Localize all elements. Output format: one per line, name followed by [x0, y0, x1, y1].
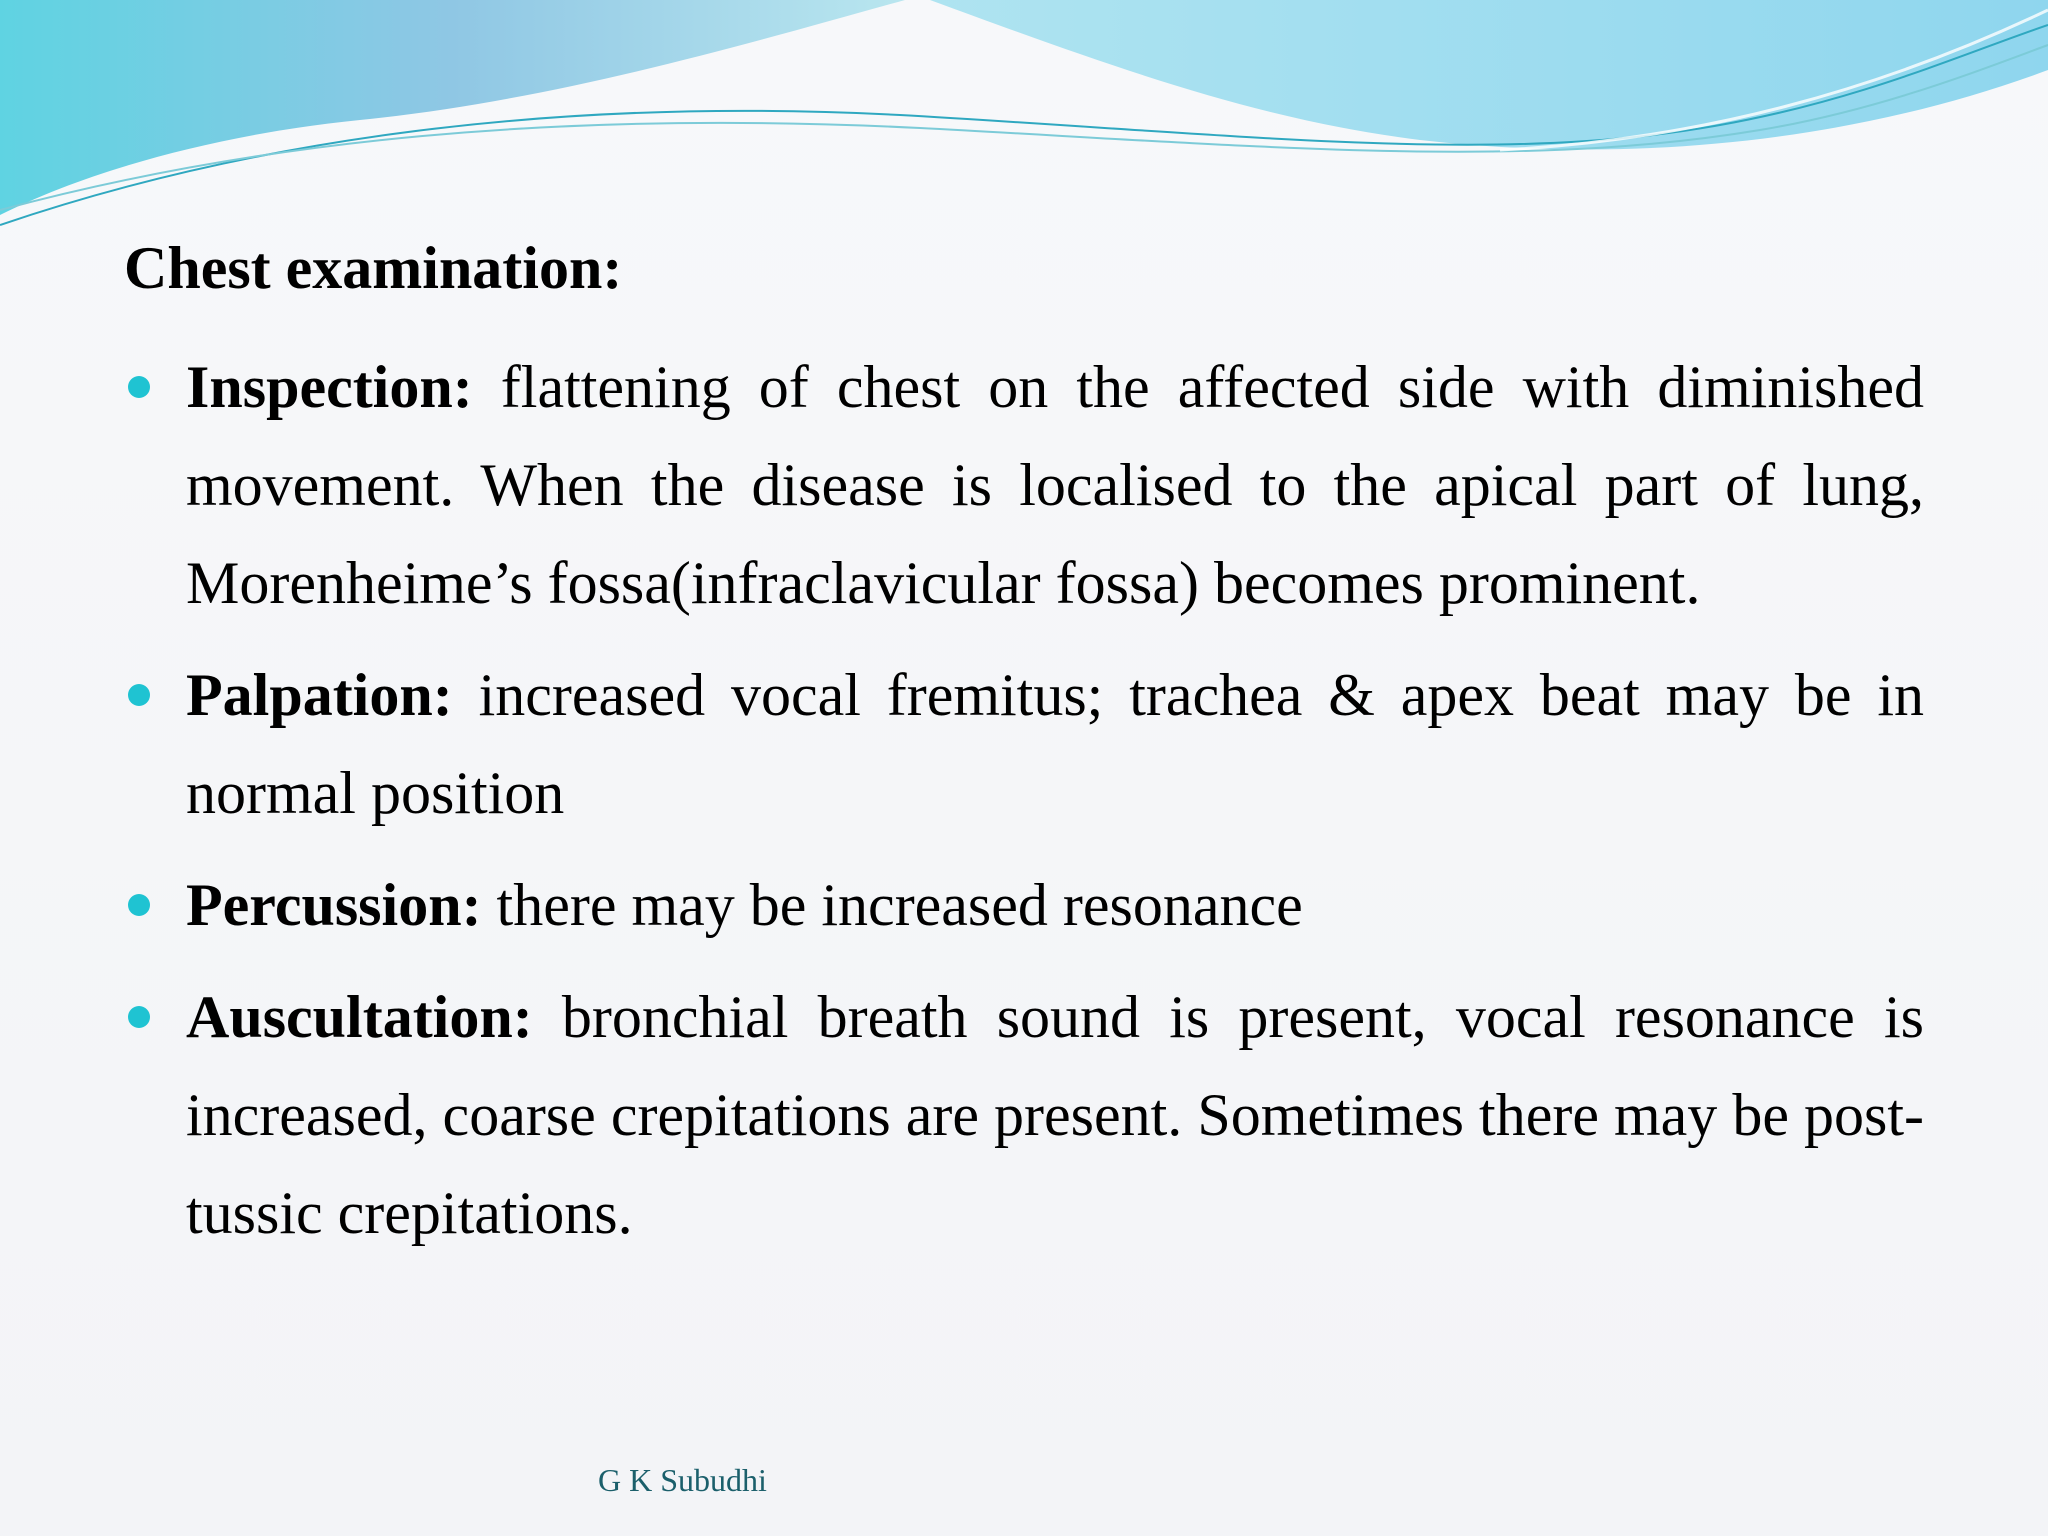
bullet-text: bronchial breath sound is present, vocal resonance is increased, coarse crepitations are present. Sometimes there may be post-tussic crepitations.	[186, 984, 1924, 1246]
bullet-text: flattening of chest on the affected side with diminished movement. When the disease is localised to the apical part of lung, Morenheime’s fossa(infraclavicular fossa) becomes prominent.	[186, 354, 1924, 616]
bullet-dot-icon	[128, 684, 150, 706]
bullet-list	[124, 338, 1924, 1262]
bullet-percussion	[124, 856, 1924, 954]
bullet-palpation	[124, 646, 1924, 842]
slide-body	[124, 338, 1924, 1276]
bullet-dot-icon	[128, 376, 150, 398]
bullet-dot-icon	[128, 1006, 150, 1028]
top-wave-decoration	[0, 0, 2048, 240]
bullet-term: Inspection:	[186, 354, 501, 420]
bullet-dot-icon	[128, 894, 150, 916]
bullet-text: increased vocal fremitus; trachea & apex beat may be in normal position	[186, 662, 1924, 826]
bullet-term: Auscultation:	[186, 984, 562, 1050]
bullet-term: Percussion:	[186, 872, 497, 938]
slide-title: Chest examination:	[124, 235, 623, 301]
bullet-inspection	[124, 338, 1924, 632]
bullet-term: Palpation:	[186, 662, 479, 728]
bullet-text: there may be increased resonance	[496, 872, 1303, 938]
footer-author: G K Subudhi	[598, 1462, 767, 1498]
bullet-auscultation	[124, 968, 1924, 1262]
